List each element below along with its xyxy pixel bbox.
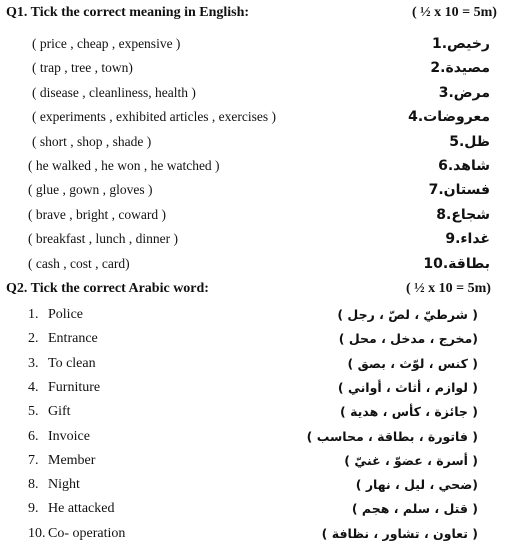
q2-arabic-options[interactable]: (مخرج ، مدخل ، محل ) (338, 331, 478, 347)
q2-english-word: Furniture (48, 379, 101, 395)
q1-options[interactable]: ( price , cheap , expensive ) (32, 36, 181, 51)
q2-marks: ( ½ x 10 = 5m) (406, 281, 491, 296)
q2-english-word: Co- operation (48, 525, 126, 541)
q2-arabic-options[interactable]: (ضحي ، ليل ، نهار ) (355, 477, 478, 493)
q1-row (0, 254, 530, 278)
q2-english-word: He attacked (48, 501, 115, 517)
q2-english-word: To clean (48, 355, 96, 371)
q1-row (0, 132, 530, 156)
q1-title: Q1. Tick the correct meaning in English: (6, 5, 250, 20)
q2-english-word: Entrance (48, 331, 98, 347)
q1-row (0, 205, 530, 229)
q1-options[interactable]: ( brave , bright , coward ) (28, 206, 166, 222)
q1-row (0, 180, 530, 204)
q2-number: 9. (28, 501, 39, 517)
q2-english-word: Police (48, 307, 83, 322)
q1-arabic-word: مرض.3 (438, 84, 490, 101)
q1-row (0, 58, 530, 82)
q2-number: 1. (28, 307, 39, 322)
q2-number: 6. (28, 428, 39, 444)
q2-arabic-options[interactable]: ( جائزة ، كأس ، هدية ) (340, 404, 478, 420)
q2-number: 7. (28, 452, 39, 468)
q2-number: 3. (28, 355, 39, 371)
q2-row (0, 427, 530, 451)
q1-options[interactable]: ( experiments , exhibited articles , exercises ) (32, 109, 277, 125)
q1-row (0, 156, 530, 180)
q2-row (0, 475, 530, 499)
q2-number: 10. (28, 525, 46, 541)
q1-options[interactable]: ( breakfast , lunch , dinner ) (28, 231, 178, 247)
q2-row (0, 524, 530, 548)
q1-arabic-word: معروضات.4 (408, 109, 490, 126)
q1-arabic-word: فستان.7 (428, 182, 490, 199)
q2-row (0, 499, 530, 523)
q1-row (0, 83, 530, 107)
q2-arabic-options[interactable]: ( شرطيّ ، لصّ ، رجل ) (337, 307, 478, 322)
q2-number: 2. (28, 331, 39, 347)
q1-options[interactable]: ( trap , tree , town) (32, 60, 133, 76)
q1-options[interactable]: ( glue , gown , gloves ) (28, 182, 153, 198)
q1-arabic-word: شاهد.6 (438, 158, 490, 174)
q2-number: 4. (28, 379, 39, 395)
q2-title: Q2. Tick the correct Arabic word: (6, 281, 209, 296)
q2-arabic-options[interactable]: ( لوازم ، أثاث ، أواني ) (337, 379, 478, 395)
q1-arabic-word: بطاقة.10 (423, 255, 490, 272)
q2-arabic-options[interactable]: ( فاتورة ، بطاقة ، محاسب ) (306, 428, 478, 444)
q2-row (0, 378, 530, 402)
q2-english-word: Gift (48, 404, 71, 420)
q1-row (0, 229, 530, 253)
q2-row (0, 402, 530, 426)
q2-number: 8. (28, 477, 39, 493)
q1-marks: ( ½ x 10 = 5m) (412, 5, 497, 20)
q2-arabic-options[interactable]: ( تعاون ، تشاور ، نظافة ) (321, 525, 478, 541)
q2-arabic-options[interactable]: ( قتل ، سلم ، هجم ) (351, 501, 478, 517)
q1-arabic-word: شجاع.8 (436, 206, 490, 223)
q1-options[interactable]: ( he walked , he won , he watched ) (28, 158, 220, 173)
q2-number: 5. (28, 404, 39, 420)
q2-row (0, 329, 530, 353)
q1-options[interactable]: ( cash , cost , card) (28, 255, 130, 271)
q2-row (0, 451, 530, 475)
q1-row (0, 34, 530, 58)
q2-row (0, 305, 530, 329)
q2-english-word: Night (48, 477, 80, 493)
q1-arabic-word: غداء.9 (445, 231, 490, 248)
q1-arabic-word: مصيدة.2 (430, 60, 490, 77)
q1-options[interactable]: ( disease , cleanliness, health ) (32, 84, 196, 100)
q2-english-word: Member (48, 452, 96, 468)
q1-arabic-word: رخيص.1 (431, 36, 490, 52)
q2-english-word: Invoice (48, 428, 90, 444)
q2-arabic-options[interactable]: ( أسرة ، عضوّ ، غنيّ ) (344, 452, 478, 468)
q1-row (0, 107, 530, 131)
q2-arabic-options[interactable]: ( كنس ، لوّث ، بصق ) (347, 355, 478, 371)
q1-options[interactable]: ( short , shop , shade ) (32, 133, 152, 149)
q1-arabic-word: ظل.5 (449, 133, 490, 150)
q2-row (0, 354, 530, 378)
